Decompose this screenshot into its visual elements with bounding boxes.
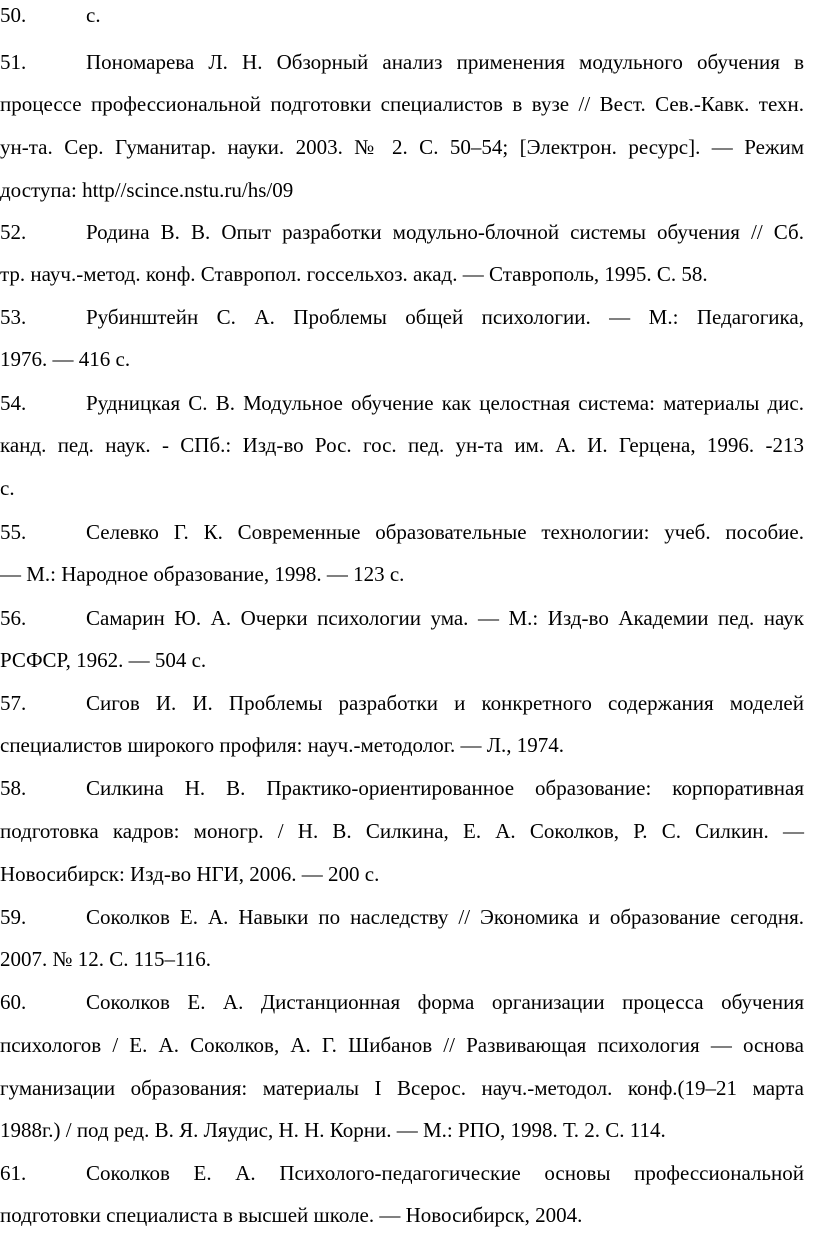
reference-number: 56. — [0, 606, 27, 630]
reference-text-line: Самарин Ю. А. Очерки психологии ума. — М.: Изд-во Академии пед. наук — [86, 606, 804, 630]
reference-number: 61. — [0, 1161, 27, 1185]
reference-text-line: специалистов широкого профиля: науч.-методолог. — Л., 1974. — [0, 733, 564, 757]
reference-text-line: Рубинштейн С. А. Проблемы общей психологии. — М.: Педагогика, — [86, 305, 804, 329]
reference-text-line: Соколков Е. А. Навыки по наследству // Экономика и образование сегодня. — [86, 905, 804, 929]
reference-text-line: Родина В. В. Опыт разработки модульно-блочной системы обучения // Сб. — [86, 220, 804, 244]
reference-text-line: подготовки специалиста в высшей школе. — Новосибирск, 2004. — [0, 1203, 583, 1227]
reference-text-line: Пономарева Л. Н. Обзорный анализ применения модульного обучения в — [86, 50, 804, 74]
reference-text-line: РСФСР, 1962. — 504 с. — [0, 648, 207, 672]
reference-text-line: 1988г.) / под ред. В. Я. Ляудис, Н. Н. Корни. — М.: РПО, 1998. Т. 2. С. 114. — [0, 1118, 666, 1142]
reference-number: 51. — [0, 50, 27, 74]
reference-text-line: Силкина Н. В. Практико-ориентированное образование: корпоративная — [86, 776, 804, 800]
reference-text-line: с. — [0, 476, 15, 500]
reference-number: 59. — [0, 905, 27, 929]
reference-text-line: Сигов И. И. Проблемы разработки и конкретного содержания моделей — [86, 691, 804, 715]
reference-text-line: 1976. — 416 с. — [0, 347, 131, 371]
reference-text-line: Соколков Е. А. Дистанционная форма организации процесса обучения — [86, 990, 804, 1014]
reference-text-line: психологов / Е. А. Соколков, А. Г. Шибанов // Развивающая психология — основа — [0, 1033, 804, 1057]
reference-number: 57. — [0, 691, 27, 715]
reference-number: 53. — [0, 305, 27, 329]
reference-number: 54. — [0, 391, 27, 415]
reference-text-line: Селевко Г. К. Современные образовательные технологии: учеб. пособие. — [86, 520, 804, 544]
reference-number: 58. — [0, 776, 27, 800]
reference-text-line: гуманизации образования: материалы I Всерос. науч.-методол. конф.(19–21 марта — [0, 1076, 804, 1100]
reference-text-line: процессе профессиональной подготовки специалистов в вузе // Вест. Сев.-Кавк. техн. — [0, 92, 804, 116]
reference-number: 60. — [0, 990, 27, 1014]
reference-text-line: Соколков Е. А. Психолого-педагогические основы профессиональной — [86, 1161, 804, 1185]
reference-text-line: подготовка кадров: моногр. / Н. В. Силкина, Е. А. Соколков, Р. С. Силкин. — — [0, 819, 804, 843]
reference-number: 55. — [0, 520, 27, 544]
reference-text-line: доступа: http//scince.nstu.ru/hs/09 — [0, 178, 294, 202]
reference-text-line: — М.: Народное образование, 1998. — 123 с. — [0, 562, 405, 586]
reference-number: 52. — [0, 220, 27, 244]
reference-text-line: Новосибирск: Изд-во НГИ, 2006. — 200 с. — [0, 862, 380, 886]
reference-text-line: ун-та. Сер. Гуманитар. науки. 2003. № 2. С. 50–54; [Электрон. ресурс]. — Режим — [0, 135, 804, 159]
reference-text-line: с. — [86, 3, 101, 27]
reference-text-line: тр. науч.-метод. конф. Ставропол. госсельхоз. акад. — Ставрополь, 1995. С. 58. — [0, 262, 708, 286]
reference-number: 50. — [0, 3, 27, 27]
reference-text-line: канд. пед. наук. - СПб.: Изд-во Рос. гос. пед. ун-та им. А. И. Герцена, 1996. -213 — [0, 433, 804, 457]
reference-text-line: 2007. № 12. С. 115–116. — [0, 947, 211, 971]
reference-text-line: Рудницкая С. В. Модульное обучение как целостная система: материалы дис. — [86, 391, 804, 415]
